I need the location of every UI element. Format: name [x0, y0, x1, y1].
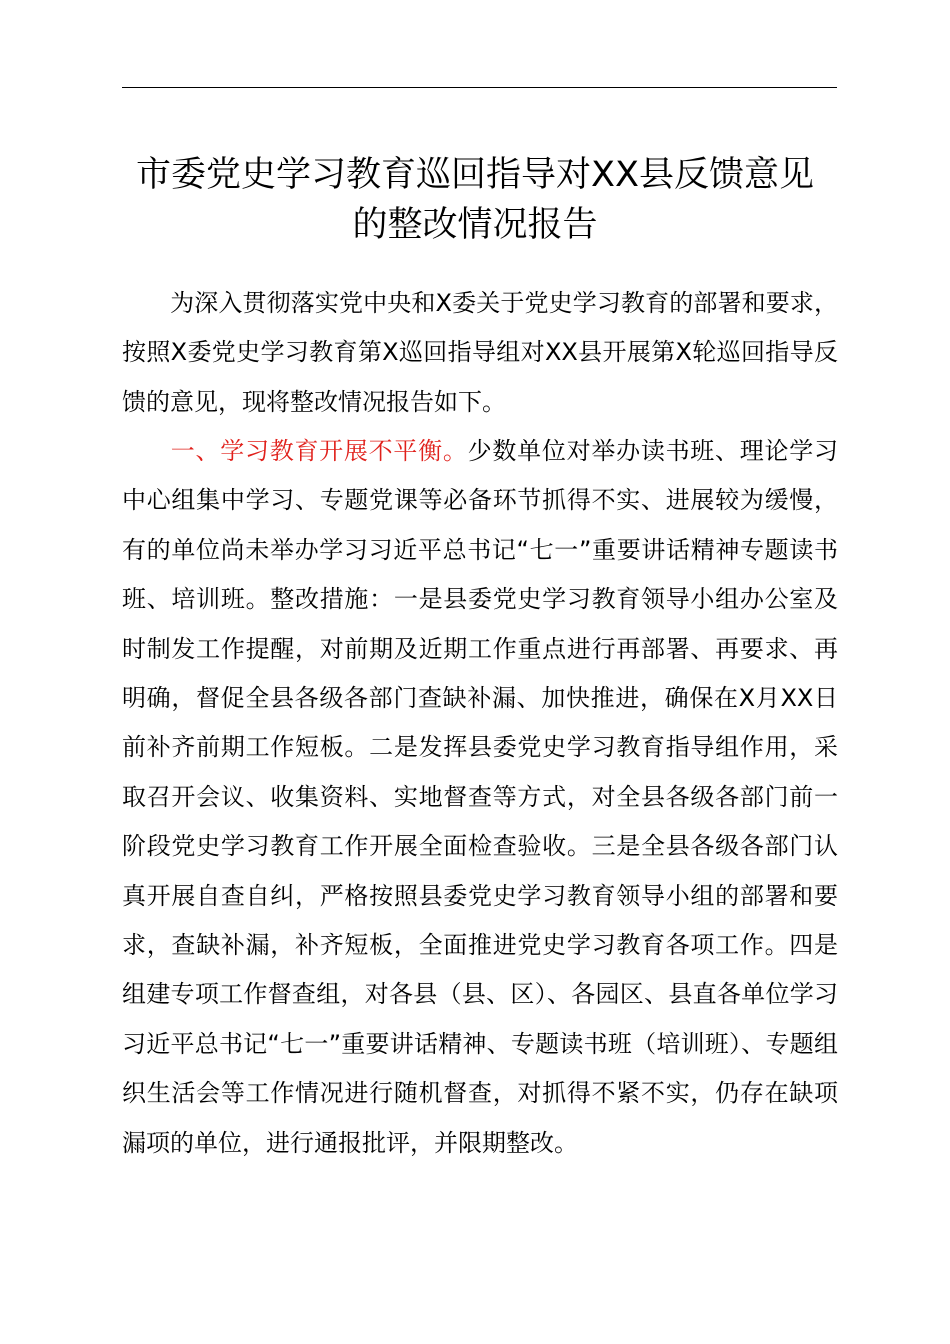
document-title — [100, 150, 850, 250]
title-line-2: 的整改情况报告 — [352, 205, 598, 245]
header-rule — [122, 87, 837, 88]
section-1-paragraph — [122, 427, 838, 1168]
title-line-1: 市委党史学习教育巡回指导对XX县反馈意见 — [136, 155, 814, 195]
section-1-heading: 一、学习教育开展不平衡。 — [170, 437, 468, 465]
intro-paragraph — [122, 279, 838, 427]
section-1-body: 少数单位对举办读书班、理论学习中心组集中学习、专题党课等必备环节抓得不实、进展较为缓慢，有的单位尚未举办学习习近平总书记“七一”重要讲话精神专题读书班、培训班。整改措施：一是县委党史学习教育领导小组办公室及时制发工作提醒，对前期及近期工作重点进行再部署、再要求、再明确，督促全县各级各部门查缺补漏、加快推进，确保在X月XX日前补齐前期工作短板。二是发挥县委党史学习教育指导组作用，采取召开会议、收集资料、实地督查等方式，对全县各级各部门前一阶段党史学习教育工作开展全面检查验收。三是全县各级各部门认真开展自查自纠，严格按照县委党史学习教育领导小组的部署和要求，查缺补漏，补齐短板，全面推进党史学习教育各项工作。四是组建专项工作督查组，对各县（县、区）、各园区、县直各单位学习习近平总书记“七一”重要讲话精神、专题读书班（培训班）、专题组织生活会等工作情况进行随机督查，对抓得不紧不实，仍存在缺项漏项的单位，进行通报批评，并限期整改。 — [122, 437, 839, 1157]
intro-text: 为深入贯彻落实党中央和X委关于党史学习教育的部署和要求，按照X委党史学习教育第X巡回指导组对XX县开展第X轮巡回指导反馈的意见，现将整改情况报告如下。 — [122, 289, 838, 416]
